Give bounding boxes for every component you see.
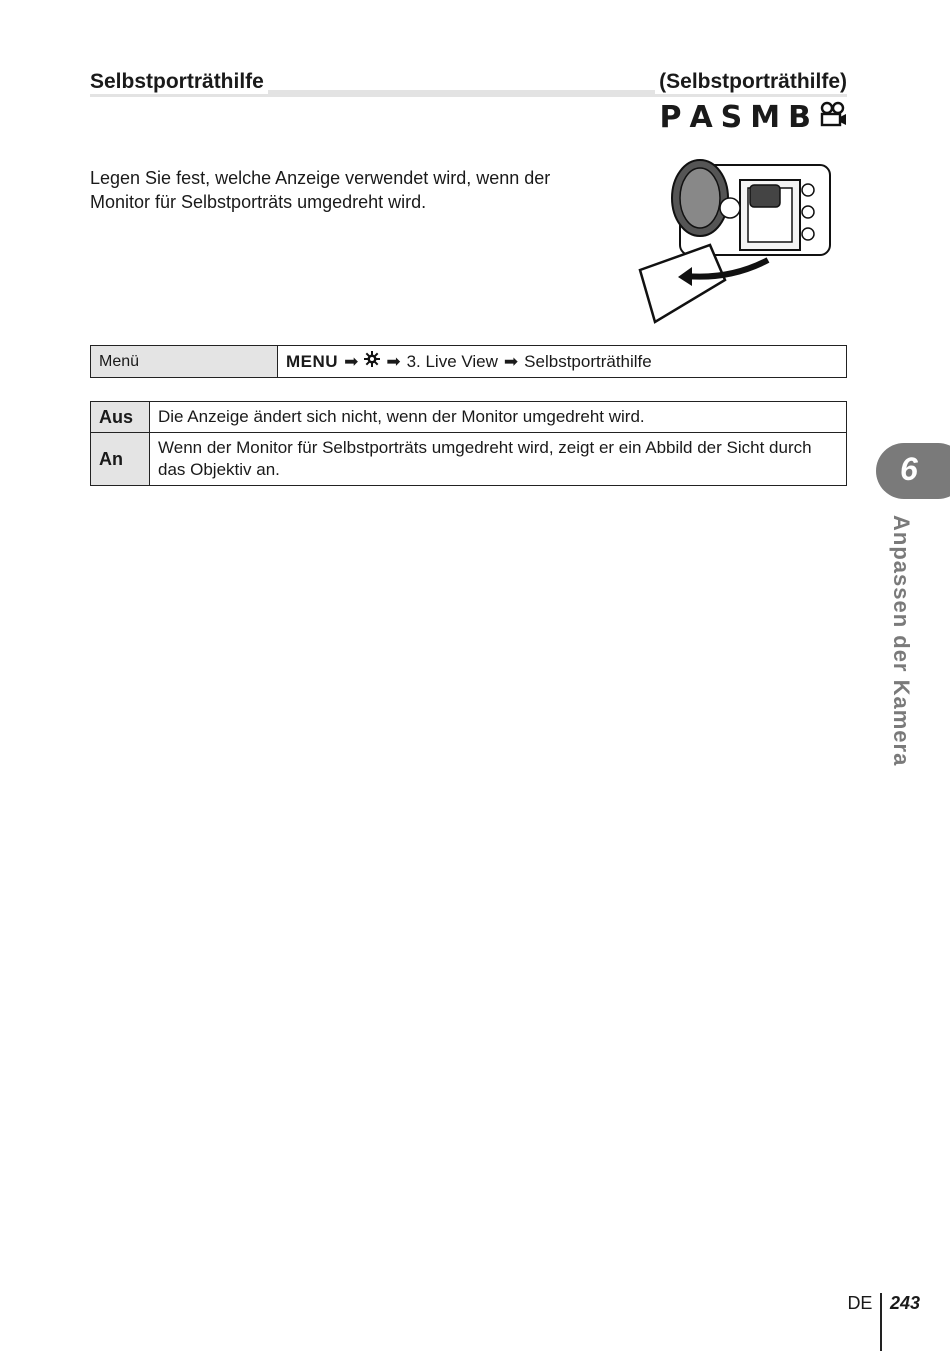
table-row [91, 433, 847, 486]
arrow-right-icon: ➡ [503, 351, 519, 371]
arrow-right-icon: ➡ [344, 351, 359, 371]
menu-item: Selbstporträthilfe [524, 351, 652, 371]
menu-step: 3. Live View [406, 351, 498, 371]
camera-illustration [630, 150, 845, 330]
options-table [90, 401, 847, 486]
menu-keyword: MENU [286, 351, 339, 371]
arrow-right-icon: ➡ [386, 351, 401, 371]
page-footer [847, 1293, 920, 1351]
section-title: Selbstporträthilfe [90, 70, 268, 94]
menu-label-cell: Menü [91, 346, 278, 378]
chapter-title: Anpassen der Kamera [889, 515, 914, 767]
section-title-menu-name: (Selbstporträthilfe) [655, 70, 847, 94]
chapter-number: 6 [900, 451, 918, 487]
footer-language: DE [847, 1293, 873, 1313]
menu-path-table [90, 345, 847, 378]
option-description: Die Anzeige ändert sich nicht, wenn der Monitor umgedreht wird. [150, 402, 847, 433]
menu-path-cell [278, 346, 847, 378]
intro-text: Legen Sie fest, welche Anzeige verwendet wird, wenn der Monitor für Selbstporträts umgedreht wird. [90, 168, 551, 212]
gear-icon [364, 351, 380, 372]
option-name: An [91, 433, 150, 486]
mode-m: M [750, 100, 783, 135]
mode-a: A [689, 100, 715, 135]
mode-s: S [720, 100, 745, 135]
movie-camera-icon [819, 101, 847, 135]
table-row [91, 402, 847, 433]
option-description: Wenn der Monitor für Selbstporträts umgedreht wird, zeigt er ein Abbild der Sicht durch das Objektiv an. [150, 433, 847, 486]
option-name: Aus [91, 402, 150, 433]
mode-b: B [788, 100, 813, 135]
shooting-modes [659, 100, 847, 135]
section-header [90, 70, 847, 100]
page-number: 243 [889, 1293, 920, 1313]
mode-p: P [659, 100, 684, 135]
